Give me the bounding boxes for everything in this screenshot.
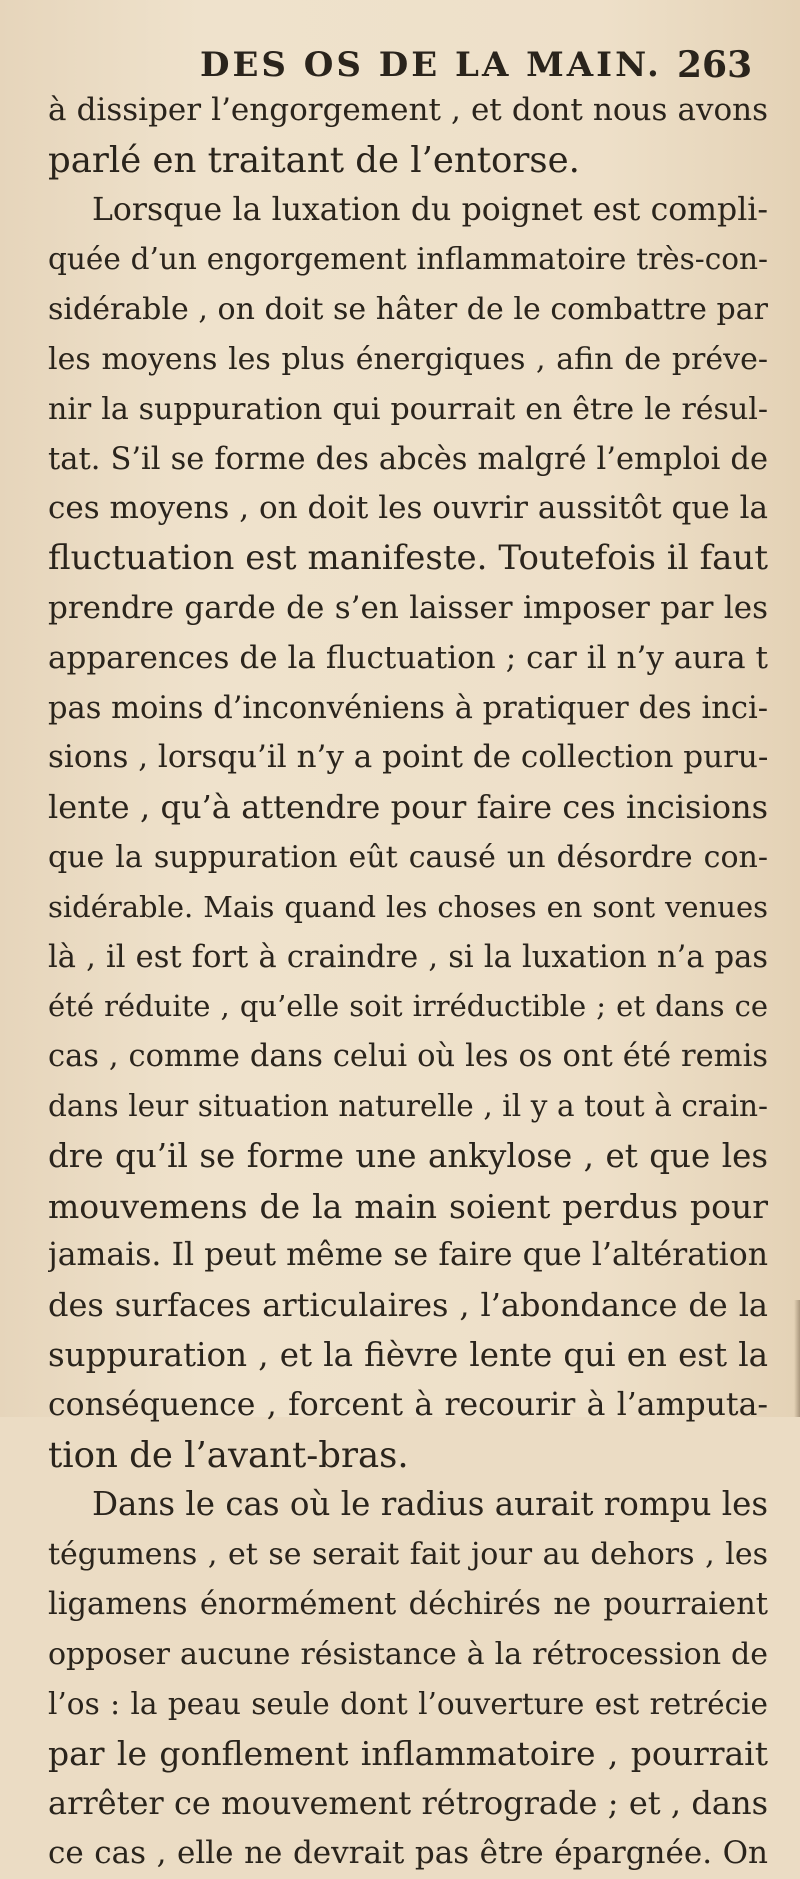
text-line: arrêter ce mouvement rétrograde ; et , dans xyxy=(48,1784,768,1823)
text-line: nir la suppuration qui pourrait en être le résul- xyxy=(48,391,768,427)
text-line: fluctuation est manifeste. Toutefois il faut xyxy=(48,538,768,579)
text-line: mouvemens de la main soient perdus pour xyxy=(48,1186,768,1226)
text-line: cas , comme dans celui où les os ont été remis xyxy=(48,1039,768,1075)
text-line: les moyens les plus énergiques , afin de préve- xyxy=(48,341,768,377)
page-header xyxy=(0,42,800,88)
text-line: été réduite , qu’elle soit irréductible ; et dans ce xyxy=(48,989,768,1024)
text-line: ces moyens , on doit les ouvrir aussitôt que la xyxy=(48,490,768,527)
running-title: DES OS DE LA MAIN. xyxy=(200,45,662,85)
text-line: tat. S’il se forme des abcès malgré l’emploi de xyxy=(48,441,768,477)
text-line: apparences de la fluctuation ; car il n’y aura t xyxy=(48,639,768,676)
text-line: par le gonflement inflammatoire , pourrait xyxy=(48,1734,768,1774)
text-line: sions , lorsqu’il n’y a point de collection puru- xyxy=(48,739,768,776)
text-line: parlé en traitant de l’entorse. xyxy=(48,139,580,181)
body-text xyxy=(48,86,768,1879)
text-line: ligamens énormément déchirés ne pourraient xyxy=(48,1586,768,1622)
text-line: conséquence , forcent à recourir à l’amputa- xyxy=(48,1386,768,1423)
text-line: suppuration , et la fièvre lente qui en est la xyxy=(48,1335,768,1374)
text-line: sidérable , on doit se hâter de le combattre par xyxy=(48,292,768,328)
text-line: que la suppuration eût causé un désordre con- xyxy=(48,839,768,875)
text-line: pas moins d’inconvéniens à pratiquer des inci- xyxy=(48,690,768,726)
text-line: jamais. Il peut même se faire que l’altération xyxy=(48,1237,768,1274)
text-line: à dissiper l’engorgement , et dont nous avons xyxy=(48,92,768,128)
text-line: quée d’un engorgement inflammatoire très-con- xyxy=(48,242,768,277)
text-line: tion de l’avant-bras. xyxy=(48,1434,409,1476)
text-line: des surfaces articulaires , l’abondance de la xyxy=(48,1286,768,1325)
text-line: Dans le cas où le radius aurait rompu les xyxy=(92,1485,768,1524)
text-line: sidérable. Mais quand les choses en sont venues xyxy=(48,889,768,924)
text-line: prendre garde de s’en laisser imposer par les xyxy=(48,589,768,626)
text-line: Lorsque la luxation du poignet est compli- xyxy=(92,191,768,228)
page-number: 263 xyxy=(677,44,753,86)
page-edge-shadow xyxy=(794,1300,800,1417)
text-line: ce cas , elle ne devrait pas être épargnée. On xyxy=(48,1834,768,1871)
text-line: dans leur situation naturelle , il y a tout à crain- xyxy=(48,1088,768,1123)
text-line: là , il est fort à craindre , si la luxation n’a pas xyxy=(48,939,768,975)
text-line: l’os : la peau seule dont l’ouverture est retrécie xyxy=(48,1686,768,1721)
text-line: opposer aucune résistance à la rétrocession de xyxy=(48,1636,768,1672)
text-line: tégumens , et se serait fait jour au dehors , les xyxy=(48,1537,768,1573)
text-line: lente , qu’à attendre pour faire ces incisions xyxy=(48,788,768,827)
text-line: dre qu’il se forme une ankylose , et que les xyxy=(48,1136,768,1175)
